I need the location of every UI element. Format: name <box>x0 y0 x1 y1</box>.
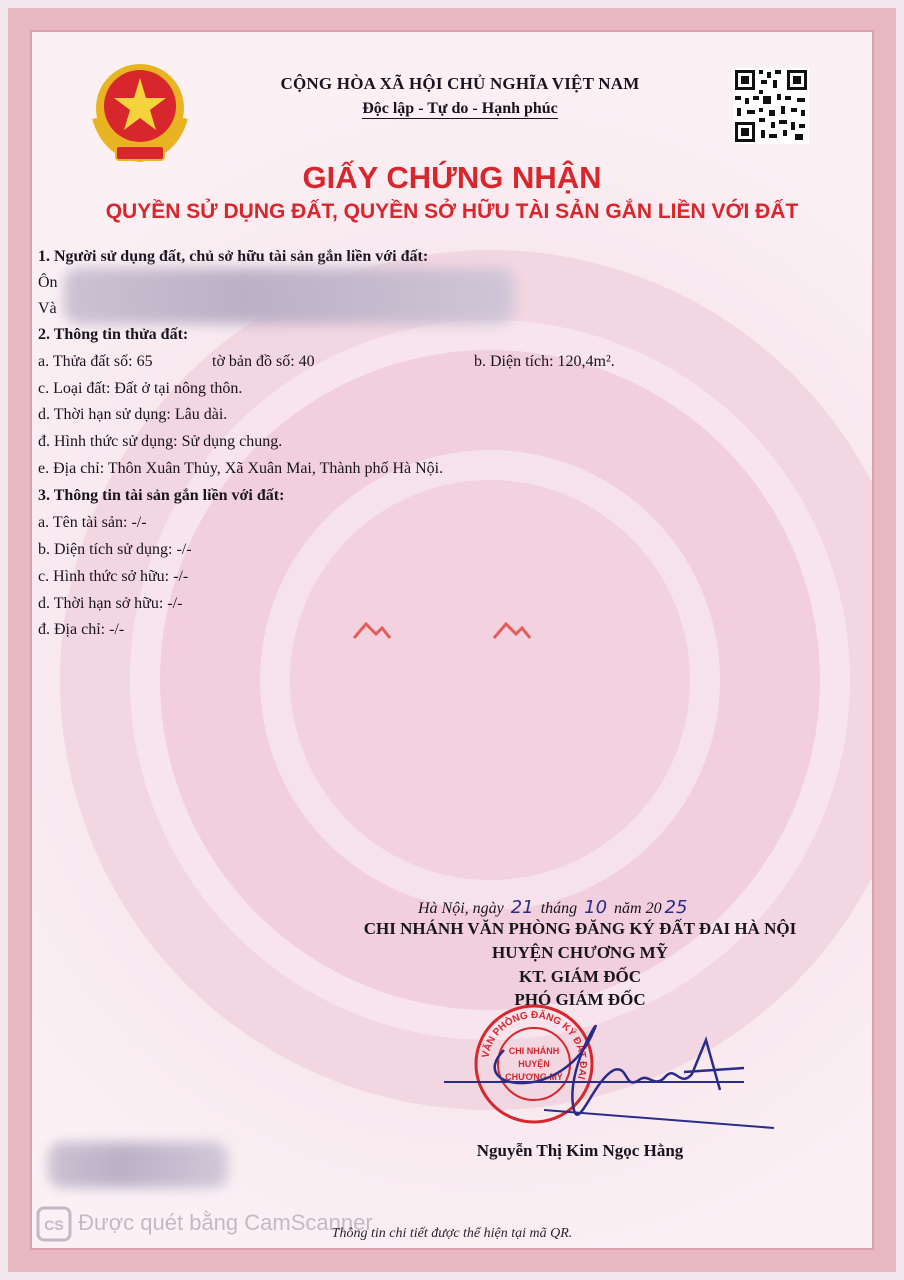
office-line-2: HUYỆN CHƯƠNG MỸ <box>492 943 668 962</box>
usage-form: đ. Hình thức sử dụng: Sử dụng chung. <box>38 433 283 450</box>
stamp-center-line-2: HUYỆN <box>518 1059 550 1069</box>
land-address: e. Địa chỉ: Thôn Xuân Thủy, Xã Xuân Mai, Thành phố Hà Nội. <box>38 460 444 477</box>
issue-date <box>418 897 691 918</box>
section1-heading: 1. Người sử dụng đất, chủ sở hữu tài sản gắn liền với đất: <box>38 248 429 265</box>
asset-address: đ. Địa chỉ: -/- <box>38 621 125 638</box>
country-name: CỘNG HÒA XÃ HỘI CHỦ NGHĨA VIỆT NAM <box>280 74 640 93</box>
owner-line-1 <box>38 274 58 292</box>
section2-heading: 2. Thông tin thửa đất: <box>38 326 189 343</box>
ownership-term: d. Thời hạn sở hữu: -/- <box>38 595 183 612</box>
stamp-center-line-1: CHI NHÁNH <box>508 1046 560 1056</box>
issue-month: 10 <box>584 897 608 918</box>
house-watermark-icon <box>352 618 392 642</box>
signer-name: Nguyễn Thị Kim Ngọc Hằng <box>476 1141 684 1160</box>
signer-role-2: PHÓ GIÁM ĐỐC <box>514 990 646 1009</box>
issue-month-label: tháng <box>540 900 578 917</box>
house-watermark-icon <box>492 618 532 642</box>
issue-year-suffix: 25 <box>664 897 688 918</box>
owner-line-2-prefix: Và <box>38 300 57 317</box>
national-motto <box>200 100 720 118</box>
parcel-number: a. Thửa đất số: 65 <box>38 353 153 370</box>
section3-heading: 3. Thông tin tài sản gắn liền với đất: <box>38 487 285 504</box>
ownership-form: c. Hình thức sở hữu: -/- <box>38 568 189 585</box>
issue-date-place: Hà Nội, ngày <box>418 900 504 917</box>
usage-term: d. Thời hạn sử dụng: Lâu dài. <box>38 406 228 423</box>
signer-role-1: KT. GIÁM ĐỐC <box>519 967 641 986</box>
svg-text:CS: CS <box>44 1217 64 1233</box>
qr-code-icon[interactable] <box>733 68 809 144</box>
stamp-ring-text: VĂN PHÒNG ĐĂNG KÝ ĐẤT ĐAI <box>480 1009 589 1081</box>
certificate-subtitle: QUYỀN SỬ DỤNG ĐẤT, QUYỀN SỞ HỮU TÀI SẢN GẮN LIỀN VỚI ĐẤT <box>105 200 799 223</box>
land-area: b. Diện tích: 120,4m². <box>474 353 615 370</box>
owner-line-2 <box>38 300 57 318</box>
national-emblem-icon <box>86 58 194 166</box>
national-motto-text: Độc lập - Tự do - Hạnh phúc <box>362 100 558 117</box>
office-line-1: CHI NHÁNH VĂN PHÒNG ĐĂNG KÝ ĐẤT ĐAI HÀ NỘI <box>363 919 797 938</box>
certificate-title: GIẤY CHỨNG NHẬN <box>302 160 602 195</box>
issue-year-label: năm 20 <box>614 900 662 917</box>
asset-name: a. Tên tài sản: -/- <box>38 514 147 531</box>
issue-day: 21 <box>510 897 534 918</box>
redacted-owner-info <box>64 268 514 324</box>
map-sheet-number: tờ bản đồ số: 40 <box>212 353 315 370</box>
redacted-certificate-number <box>48 1142 228 1188</box>
asset-usage-area: b. Diện tích sử dụng: -/- <box>38 541 192 558</box>
camscanner-text: Được quét bằng CamScanner <box>78 1209 373 1235</box>
qr-info-note: Thông tin chi tiết được thể hiện tại mã QR. <box>331 1226 573 1241</box>
land-type: c. Loại đất: Đất ở tại nông thôn. <box>38 380 243 397</box>
stamp-center-line-3: CHƯƠNG MỸ <box>505 1072 563 1082</box>
owner-line-1-prefix: Ôn <box>38 274 58 291</box>
handwritten-signature <box>444 1010 784 1140</box>
